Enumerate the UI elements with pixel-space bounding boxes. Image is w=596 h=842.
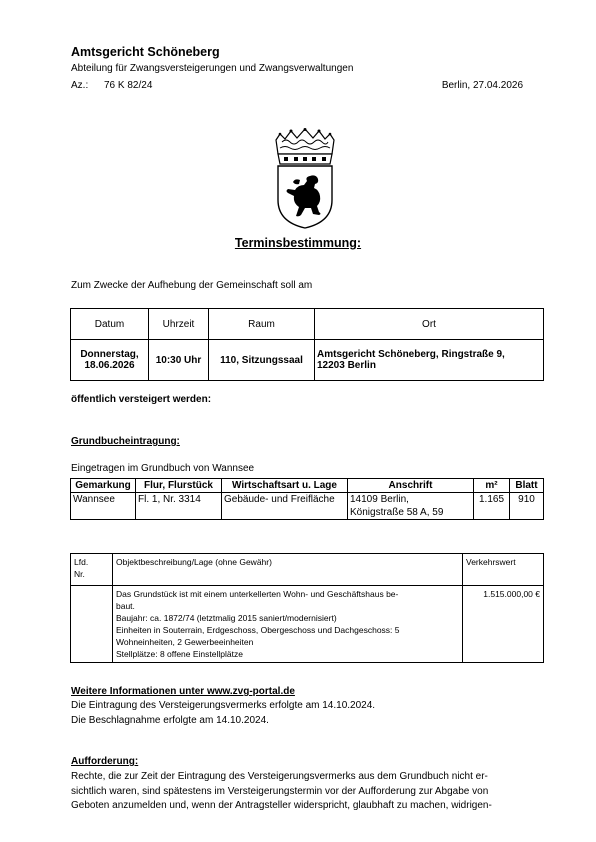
col-header-date: Datum — [71, 309, 149, 340]
col-header-time: Uhrzeit — [149, 309, 209, 340]
cell-wirtschaftsart: Gebäude- und Freifläche — [222, 493, 348, 520]
request-text — [71, 770, 533, 814]
cell-market-value: 1.515.000,00 € — [463, 586, 544, 663]
department-name: Abteilung für Zwangsversteigerungen und Zwangsverwaltungen — [71, 63, 354, 74]
berlin-coat-of-arms-icon — [270, 128, 340, 230]
cell-address — [348, 493, 474, 520]
appointment-place-city: 12203 Berlin — [317, 360, 376, 371]
file-number-label: Az.: — [71, 80, 89, 91]
table-row — [71, 493, 544, 520]
page-title: Terminsbestimmung: — [234, 236, 362, 250]
description-line: Baujahr: ca. 1872/74 (letztmalig 2015 saniert/modernisiert) — [116, 613, 337, 623]
appointment-place — [315, 340, 544, 381]
col-header-room: Raum — [209, 309, 315, 340]
request-line: Geboten anzumelden und, wenn der Antragsteller widerspricht, glaubhaft zu machen, widrigen- — [71, 800, 492, 811]
entry-note: Die Eintragung des Versteigerungsvermerks erfolgte am 14.10.2024. — [71, 700, 376, 711]
col-header-market-value: Verkehrswert — [463, 554, 544, 586]
col-header-flur: Flur, Flurstück — [136, 479, 222, 493]
more-info-link[interactable]: Weitere Informationen unter www.zvg-portal.de — [71, 686, 295, 697]
col-header-wirtschaftsart: Wirtschaftsart u. Lage — [222, 479, 348, 493]
land-register-heading: Grundbucheintragung: — [71, 436, 180, 447]
col-header-number — [71, 554, 113, 586]
description-line: Das Grundstück ist mit einem unterkellerten Wohn- und Geschäftshaus be- — [116, 589, 399, 599]
land-register-location: Eingetragen im Grundbuch von Wannsee — [71, 463, 255, 474]
land-register-table — [70, 478, 544, 520]
object-table — [70, 553, 544, 663]
place-and-date: Berlin, 27.04.2026 — [441, 80, 523, 91]
address-street: Königstraße 58 A, 59 — [350, 507, 444, 518]
col-header-number-line1: Lfd. — [74, 557, 89, 567]
file-number: 76 K 82/24 — [104, 80, 153, 91]
col-header-number-line2: Nr. — [74, 569, 85, 579]
col-header-sheet: Blatt — [510, 479, 544, 493]
col-header-address: Anschrift — [348, 479, 474, 493]
appointment-time: 10:30 Uhr — [149, 340, 209, 381]
appointment-date — [71, 340, 149, 381]
col-header-area: m² — [474, 479, 510, 493]
appointment-weekday: Donnerstag, — [80, 349, 139, 360]
appointment-room: 110, Sitzungssaal — [209, 340, 315, 381]
appointment-place-street: Amtsgericht Schöneberg, Ringstraße 9, — [317, 349, 505, 360]
cell-number — [71, 586, 113, 663]
cell-gemarkung: Wannsee — [71, 493, 136, 520]
appointment-day: 18.06.2026 — [84, 360, 135, 371]
court-name: Amtsgericht Schöneberg — [71, 45, 220, 59]
col-header-place: Ort — [315, 309, 544, 340]
appointment-table — [70, 308, 544, 381]
request-heading: Aufforderung: — [71, 756, 139, 767]
description-line: Stellplätze: 8 offene Einstellplätze — [116, 649, 243, 659]
description-line: baut. — [116, 601, 135, 611]
col-header-gemarkung: Gemarkung — [71, 479, 136, 493]
auction-statement: öffentlich versteigert werden: — [71, 394, 212, 405]
seizure-note: Die Beschlagnahme erfolgte am 14.10.2024. — [71, 715, 269, 726]
address-city: 14109 Berlin, — [350, 494, 409, 505]
request-line: sichtlich waren, sind spätestens im Versteigerungstermin vor der Aufforderung zur Abgabe von — [71, 785, 489, 797]
col-header-description: Objektbeschreibung/Lage (ohne Gewähr) — [113, 554, 463, 586]
cell-flur: Fl. 1, Nr. 3314 — [136, 493, 222, 520]
cell-description — [113, 586, 463, 663]
request-line: Rechte, die zur Zeit der Eintragung des Versteigerungsvermerks aus dem Grundbuch nicht er- — [71, 771, 488, 782]
intro-text: Zum Zwecke der Aufhebung der Gemeinschaft soll am — [71, 280, 313, 291]
cell-area: 1.165 — [474, 493, 510, 520]
description-line: Einheiten in Souterrain, Erdgeschoss, Obergeschoss und Dachgeschoss: 5 — [116, 625, 400, 635]
cell-sheet: 910 — [510, 493, 544, 520]
description-line: Wohneinheiten, 2 Gewerbeeinheiten — [116, 637, 254, 647]
table-row — [71, 586, 544, 663]
